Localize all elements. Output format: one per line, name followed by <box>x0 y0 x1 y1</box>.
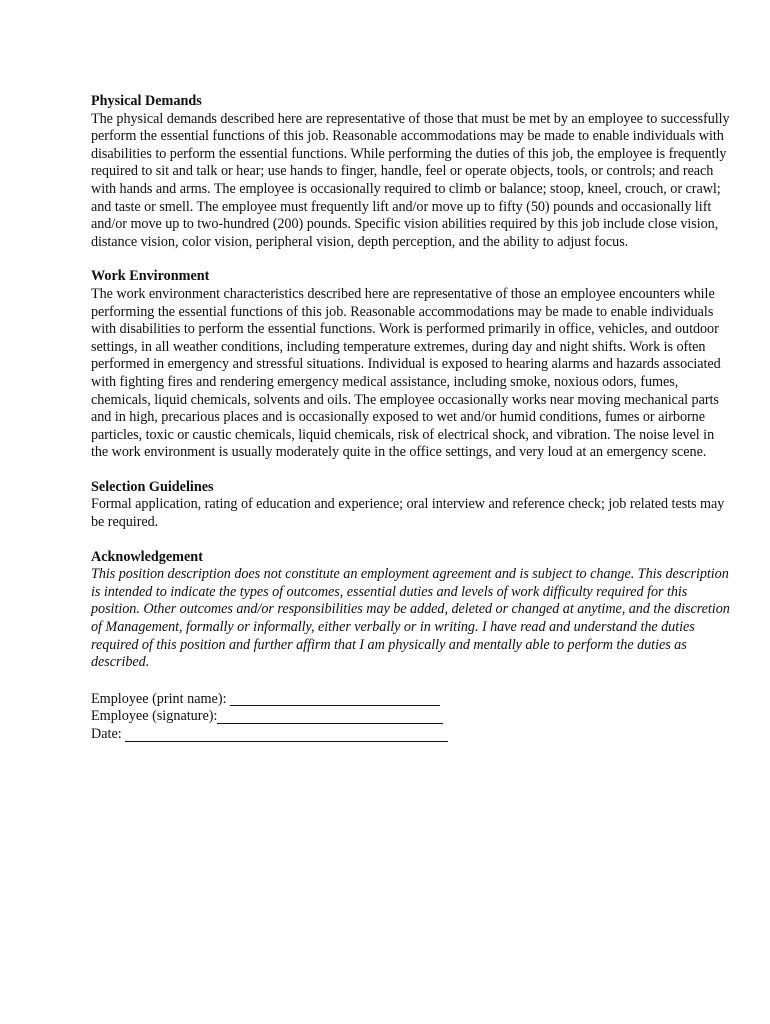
work-environment-body: The work environment characteristics described here are representative of those an employee encounters while performing the essential functions of this job. Reasonable accommodations may be made to enable individuals with disabilities to perform the essential functions. Work is performed primarily in office, vehicles, and outdoor settings, in all weather conditions, including temperature extremes, during day and night shifts. Work is often performed in emergency and stressful situations. Individual is exposed to hearing alarms and hazards associated with fighting fires and rendering emergency medical assistance, including smoke, noxious odors, fumes, chemicals, liquid chemicals, solvents and oils. The employee occasionally works near moving mechanical parts and in high, precarious places and is occasionally exposed to wet and/or humid conditions, fumes or airborne particles, toxic or caustic chemicals, liquid chemicals, risk of electrical shock, and vibration. The noise level in the work environment is usually moderately quite in the office settings, and very loud at an emergency scene. <box>91 285 721 461</box>
signature-label: Employee (signature): <box>91 708 218 725</box>
selection-guidelines-section <box>91 479 731 532</box>
date-label: Date: <box>91 726 126 742</box>
acknowledgement-heading: Acknowledgement <box>91 548 203 565</box>
work-environment-section <box>91 268 731 462</box>
print-name-row <box>91 691 731 709</box>
date-row <box>91 726 731 744</box>
selection-guidelines-heading: Selection Guidelines <box>91 478 214 495</box>
date-field[interactable] <box>125 728 448 742</box>
signature-row <box>91 708 731 726</box>
document-page <box>91 93 731 744</box>
acknowledgement-body: This position description does not constitute an employment agreement and is subject to change. This description is intended to indicate the types of outcomes, essential duties and levels of work difficulty required for this position. Other outcomes and/or responsibilities may be added, deleted or changed at anytime, and the discretion of Management, formally or informally, either verbally or in writing. I have read and understand the duties required of this position and further affirm that I am physically and mentally able to perform the duties as described. <box>91 566 730 671</box>
print-name-field[interactable] <box>230 692 440 706</box>
work-environment-heading: Work Environment <box>91 268 210 285</box>
physical-demands-section <box>91 93 731 251</box>
physical-demands-heading: Physical Demands <box>91 93 202 109</box>
signature-field[interactable] <box>217 710 443 724</box>
physical-demands-body: The physical demands described here are representative of those that must be met by an employee to successfully perform the essential functions of this job. Reasonable accommodations may be made to enable individuals with disabilities to perform the essential functions. While performing the duties of this job, the employee is frequently required to sit and talk or hear; use hands to finger, handle, feel or operate objects, tools, or controls; and reach with hands and arms. The employee is occasionally required to climb or balance; stoop, kneel, crouch, or crawl; and taste or smell. The employee must frequently lift and/or move up to fifty (50) pounds and occasionally lift and/or move up to two-hundred (200) pounds. Specific vision abilities required by this job include close vision, distance vision, color vision, peripheral vision, depth perception, and the ability to adjust focus. <box>91 110 730 250</box>
selection-guidelines-body: Formal application, rating of education and experience; oral interview and reference check; job related tests may be required. <box>91 496 725 531</box>
acknowledgement-section <box>91 549 731 672</box>
print-name-label: Employee (print name): <box>91 690 231 707</box>
signature-block <box>91 691 731 744</box>
